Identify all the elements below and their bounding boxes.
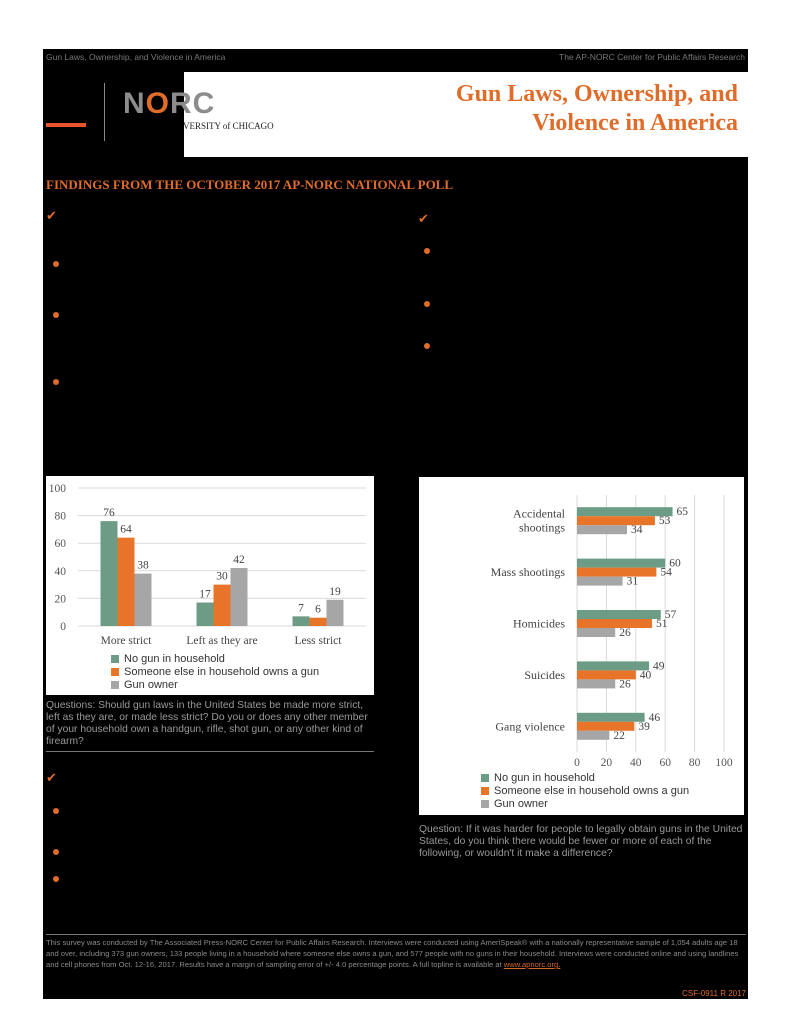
legend-no-gun: No gun in household [111, 652, 319, 665]
running-header-left: Gun Laws, Ownership, and Violence in America [46, 52, 226, 62]
data-label: 26 [619, 627, 631, 639]
legend-swatch [481, 774, 489, 782]
bar [135, 574, 152, 626]
data-label: 51 [655, 618, 668, 630]
gun-laws-chart [46, 476, 374, 695]
bar [577, 516, 655, 525]
bar [577, 661, 649, 670]
data-label: 38 [137, 559, 149, 572]
data-label: 17 [199, 588, 211, 601]
apnorc-link[interactable]: www.apnorc.org. [503, 960, 561, 969]
data-label: 76 [103, 507, 115, 520]
x-tick-label: 80 [688, 757, 701, 769]
logo-divider [104, 83, 105, 141]
x-tick-label: More strict [100, 635, 152, 647]
document-title [456, 80, 738, 138]
harder-to-obtain-chart [419, 477, 744, 815]
bar [577, 577, 623, 586]
data-label: 46 [648, 711, 661, 724]
legend-swatch [481, 800, 489, 808]
chart1-divider [46, 751, 374, 752]
document-title-line2: Violence in America [532, 110, 738, 136]
data-label: 19 [329, 585, 341, 598]
x-tick-label: 20 [600, 757, 613, 769]
bar [577, 619, 652, 628]
bar [118, 538, 135, 626]
bar [577, 610, 661, 619]
data-label: 6 [315, 603, 321, 616]
y-tick-label: Mass shootings [490, 565, 565, 580]
data-label: 40 [639, 669, 652, 682]
document-page [43, 49, 748, 999]
bar [310, 618, 327, 626]
data-label: 26 [619, 678, 631, 691]
bullet-icon [53, 379, 59, 385]
legend-someone-else: Someone else in household owns a gun [111, 665, 319, 678]
data-label: 53 [658, 515, 671, 528]
chart1-legend [111, 652, 319, 691]
data-label: 7 [298, 602, 304, 615]
bullet-icon [424, 343, 430, 349]
checkmark-icon: ✔ [418, 212, 429, 227]
y-tick-label: Accidental [513, 506, 565, 521]
bar [101, 521, 118, 626]
x-tick-label: 100 [715, 757, 733, 769]
chart1-caption: Questions: Should gun laws in the United States be made more strict, left as they are, or made less strict? Do you or does any other member of your household own a handgun, rifle, shot gun, or any other kind of firearm? [46, 700, 368, 747]
bar [577, 713, 645, 722]
bar [577, 568, 656, 577]
bar [214, 585, 231, 626]
bar [197, 603, 214, 626]
y-tick-label: 0 [60, 621, 66, 633]
harder-to-obtain-chart-svg [419, 477, 744, 815]
data-label: 39 [638, 720, 650, 733]
bar [231, 568, 248, 626]
bullet-icon [53, 261, 59, 267]
data-label: 34 [630, 524, 643, 537]
data-label: 65 [676, 506, 689, 519]
bar [577, 731, 609, 740]
y-tick-label: Suicides [524, 667, 565, 682]
y-tick-label: 80 [54, 510, 66, 523]
data-label: 22 [613, 729, 625, 742]
chart2-caption: Question: If it was harder for people to legally obtain guns in the United States, do you think there would be fewer or more of each of the following, or wouldn't it make a difference? [419, 824, 743, 859]
legend-no-gun: No gun in household [481, 771, 689, 784]
document-code: CSF-0911 R 2017 [682, 989, 746, 998]
bullet-icon [53, 876, 59, 882]
data-label: 31 [626, 575, 639, 588]
norc-logo: NORC [123, 87, 216, 120]
section-heading: FINDINGS FROM THE OCTOBER 2017 AP-NORC NATIONAL POLL [46, 177, 454, 192]
x-tick-label: Less strict [294, 635, 342, 647]
university-logo-text: VERSITY of CHICAGO [183, 121, 274, 131]
data-label: 49 [653, 660, 665, 673]
legend-gun-owner: Gun owner [481, 797, 689, 810]
document-title-line1: Gun Laws, Ownership, and [455, 81, 738, 107]
data-label: 57 [664, 609, 677, 621]
bar [577, 722, 634, 731]
y-tick-label: Gang violence [495, 719, 565, 734]
bar [577, 559, 665, 568]
bullet-icon [53, 312, 59, 318]
bullet-icon [424, 248, 430, 254]
bar [293, 616, 310, 626]
x-tick-label: 60 [659, 757, 671, 769]
legend-gun-owner: Gun owner [111, 678, 319, 691]
running-header-right: The AP-NORC Center for Public Affairs Research [559, 52, 745, 62]
bar [327, 600, 344, 626]
y-tick-label: 40 [54, 565, 66, 578]
checkmark-icon: ✔ [46, 209, 57, 224]
bullet-icon [53, 849, 59, 855]
y-tick-label: 20 [54, 593, 66, 606]
title-banner [184, 72, 748, 157]
legend-swatch [111, 655, 119, 663]
data-label: 64 [120, 523, 132, 536]
legend-swatch [481, 787, 489, 795]
legend-someone-else: Someone else in household owns a gun [481, 784, 689, 797]
bar [577, 679, 615, 688]
bullet-icon [424, 301, 430, 307]
footnote-divider [46, 934, 746, 935]
x-tick-label: 0 [574, 757, 580, 769]
data-label: 54 [660, 566, 672, 579]
accent-bar [46, 123, 86, 127]
x-tick-label: Left as they are [186, 635, 258, 647]
y-tick-label: Homicides [513, 616, 565, 631]
bar [577, 628, 615, 637]
y-tick-label: shootings [518, 520, 565, 535]
bar [577, 525, 627, 534]
chart2-legend [481, 771, 689, 810]
legend-swatch [111, 681, 119, 689]
legend-swatch [111, 668, 119, 676]
data-label: 42 [233, 554, 245, 567]
y-tick-label: 100 [48, 483, 66, 495]
x-tick-label: 40 [630, 757, 642, 769]
methodology-footnote: This survey was conducted by The Associated Press-NORC Center for Public Affairs Research. Interviews were conducted using AmeriSpeak® with a nationally representative sample of 1,054 adults age 18 and over, including 373 gun owners, 133 people living in a household where someone else owns a gun, and 577 people with no guns in their household. Interviews were conducted online and using landlines and cell phones from Oct. 12-16, 2017. Results have a margin of sampling error of +/- 4.0 percentage points. A full topline is available at www.apnorc.org. [46, 938, 739, 969]
bullet-icon [53, 808, 59, 814]
checkmark-icon: ✔ [46, 771, 57, 786]
y-tick-label: 60 [54, 538, 66, 551]
data-label: 30 [216, 570, 228, 583]
data-label: 60 [669, 557, 681, 570]
